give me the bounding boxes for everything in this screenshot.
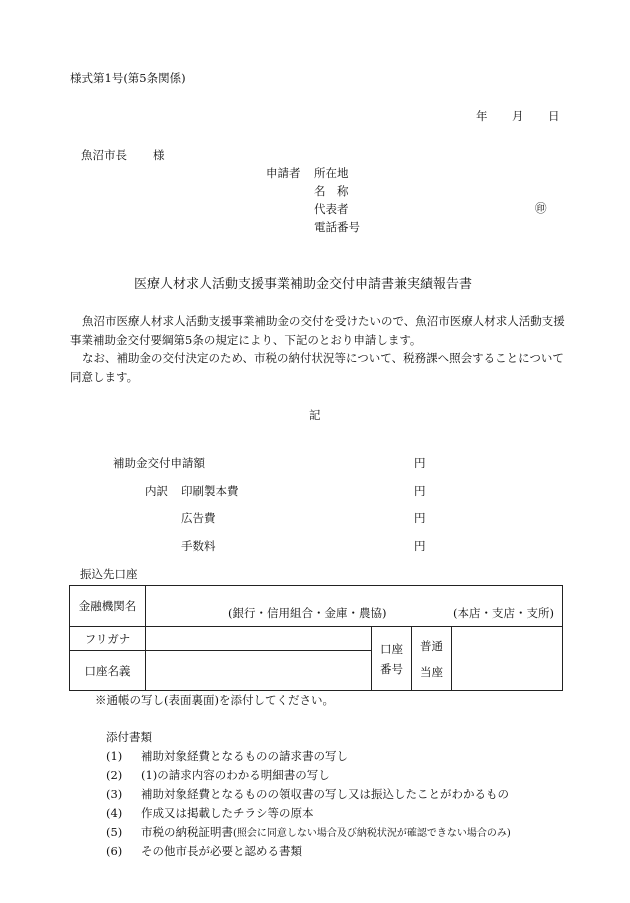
attachment-text-3: 補助対象経費となるものの領収書の写し又は振込したことがわかるもの	[141, 787, 509, 801]
account-type-checking[interactable]: 当座	[420, 664, 443, 679]
document-title: 医療人材求人活動支援事業補助金交付申請書兼実績報告書	[134, 277, 473, 292]
bank-account-table	[69, 585, 563, 691]
date-day-label: 日	[548, 109, 560, 123]
branch-types: (本店・支店・支所)	[453, 606, 555, 620]
item-advertising-label: 広告費	[181, 511, 216, 525]
attachment-text-4: 作成又は掲載したチラシ等の原本	[141, 806, 314, 820]
applicant-name-label: 名 称	[314, 184, 349, 198]
passbook-note: ※通帳の写し(表面裏面)を添付してください。	[95, 693, 334, 707]
body-paragraph-1: 魚沼市医療人材求人活動支援事業補助金の交付を受けたいので、魚沼市医療人材求人活動支援事業補助金交付要綱第5条の規定により、下記のとおり申請します。	[70, 314, 565, 347]
seal-mark: ㊞	[535, 201, 547, 215]
furigana-label: フリガナ	[70, 627, 146, 651]
form-number: 様式第1号(第5条関係)	[70, 71, 186, 85]
account-label-2: 番号	[380, 661, 403, 676]
attachment-text-6: その他市長が必要と認める書類	[141, 844, 302, 858]
attachments-heading: 添付書類	[106, 730, 152, 744]
attachment-num-5: (5)	[106, 825, 123, 839]
applicant-representative-label: 代表者	[314, 202, 349, 216]
addressee-honorific: 様	[153, 148, 165, 162]
holder-cell[interactable]	[146, 651, 372, 691]
attachment-num-2: (2)	[106, 768, 123, 782]
attachment-item-5	[141, 827, 511, 839]
attachment-text-1: 補助対象経費となるものの請求書の写し	[141, 749, 348, 763]
attachment-text-2: (1)の請求内容のわかる明細書の写し	[141, 768, 330, 782]
item-fee-label: 手数料	[181, 539, 216, 553]
holder-label: 口座名義	[70, 651, 146, 691]
account-number-cell[interactable]	[452, 627, 563, 691]
attachment-num-3: (3)	[106, 787, 123, 801]
furigana-cell[interactable]	[146, 627, 372, 651]
account-type-regular[interactable]: 普通	[420, 638, 443, 653]
item-fee-unit: 円	[414, 539, 426, 553]
attachment-text-5: 市税の納税証明書	[141, 825, 233, 839]
bank-section-label: 振込先口座	[80, 567, 138, 581]
account-label-1: 口座	[380, 641, 403, 656]
attachment-num-1: (1)	[106, 749, 123, 763]
ki-heading: 記	[309, 408, 321, 422]
body-paragraph-2: なお、補助金の交付決定のため、市税の納付状況等について、税務課へ照会することについて同意します。	[70, 351, 564, 384]
applicant-phone-label: 電話番号	[314, 220, 360, 234]
attachment-num-6: (6)	[106, 844, 123, 858]
item-printing-label: 印刷製本費	[181, 484, 239, 498]
breakdown-label: 内訳	[145, 484, 168, 498]
institution-types: (銀行・信用組合・金庫・農協)	[228, 606, 387, 620]
date-year-label: 年	[476, 109, 488, 123]
addressee-name: 魚沼市長	[81, 148, 127, 162]
total-amount-label: 補助金交付申請額	[113, 456, 205, 470]
attachment-note-5: (照会に同意しない場合及び納税状況が確認できない場合のみ)	[233, 828, 511, 839]
item-advertising-unit: 円	[414, 511, 426, 525]
item-printing-unit: 円	[414, 484, 426, 498]
institution-label: 金融機関名	[70, 586, 146, 627]
institution-cell[interactable]	[146, 586, 563, 627]
attachment-num-4: (4)	[106, 806, 123, 820]
date-month-label: 月	[512, 109, 524, 123]
applicant-address-label: 所在地	[314, 166, 349, 180]
total-amount-unit: 円	[414, 456, 426, 470]
applicant-label: 申請者	[266, 166, 301, 180]
account-number-label-cell	[372, 627, 412, 691]
account-type-cell[interactable]	[412, 627, 452, 691]
